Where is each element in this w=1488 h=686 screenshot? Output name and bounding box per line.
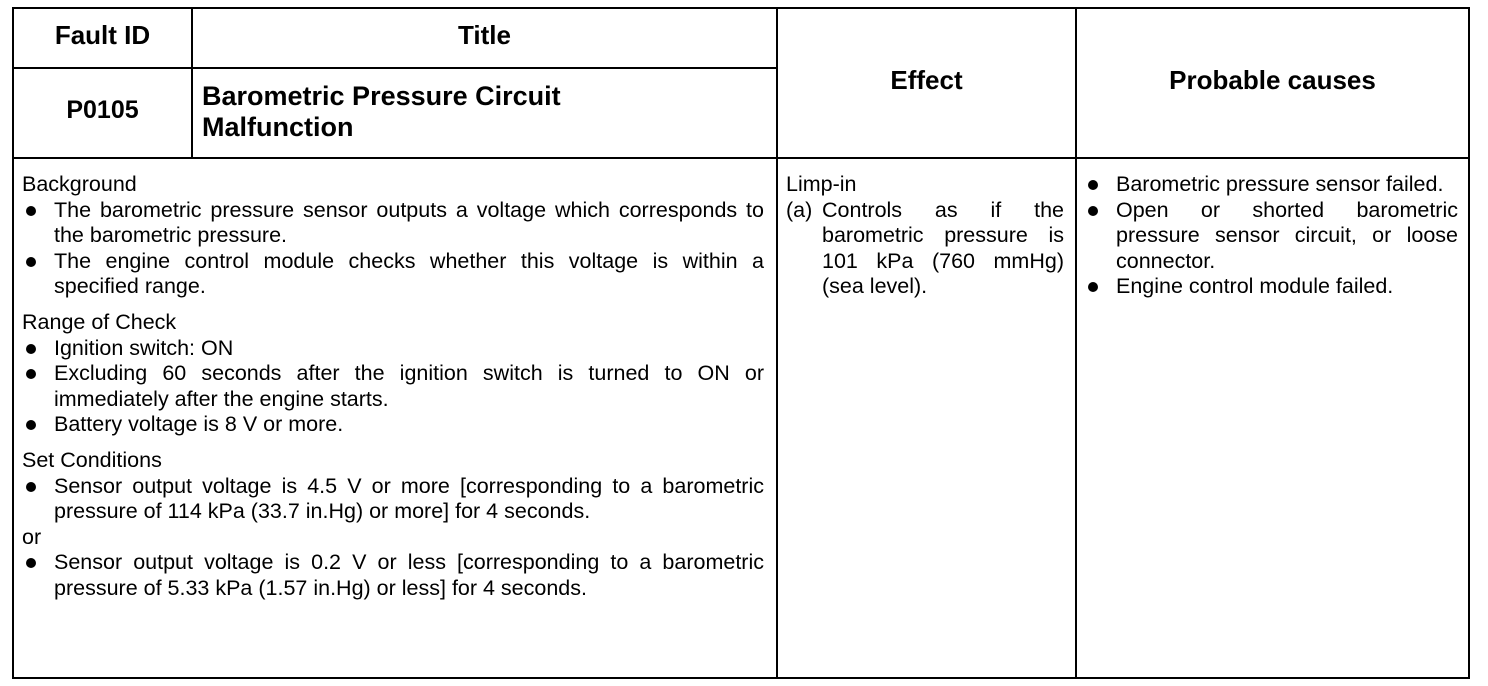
background-item: The barometric pressure sensor outputs a voltage which corresponds to the barometric pressure. [22,198,764,249]
probable-cause-item: Engine control module failed. [1084,274,1458,300]
fault-title-value [202,81,561,143]
divider-header-body [12,157,1470,159]
divider-title-effect [776,7,778,679]
fault-id-value: P0105 [66,96,139,124]
probable-causes-cell [1084,172,1458,300]
header-fault-id: Fault ID [54,20,151,50]
fault-title-line1: Barometric Pressure Circuit [202,81,561,111]
header-probable-causes: Probable causes [1169,65,1376,95]
range-of-check-heading: Range of Check [22,309,177,334]
probable-cause-item: Barometric pressure sensor failed. [1084,172,1458,198]
set-conditions-list-2 [22,550,764,601]
probable-causes-list [1084,172,1458,300]
set-conditions-heading: Set Conditions [22,447,162,472]
effect-heading: Limp-in [786,172,857,196]
effect-item-text: Controls as if the barometric pressure is 101 kPa (760 mmHg) (sea level). [822,197,1064,299]
set-conditions-list [22,474,764,525]
divider-header-id-row [12,67,778,69]
description-cell [22,172,764,602]
range-of-check-item: Excluding 60 seconds after the ignition switch is turned to ON or immediately after the engine starts. [22,361,764,412]
fault-title-line2: Malfunction [202,112,354,142]
header-title: Title [458,20,511,50]
header-effect: Effect [890,65,963,95]
effect-item [786,198,1064,300]
set-conditions-or: or [22,524,42,549]
range-of-check-list [22,336,764,438]
set-conditions-item: Sensor output voltage is 4.5 V or more [corresponding to a barometric pressure of 114 kPa (33.7 in.Hg) or more] for 4 seconds. [22,474,764,525]
effect-item-marker: (a) [786,197,813,222]
range-of-check-item: Battery voltage is 8 V or more. [22,412,764,438]
background-list [22,198,764,300]
effect-cell [786,172,1064,300]
probable-cause-item: Open or shorted barometric pressure sensor circuit, or loose connector. [1084,198,1458,275]
range-of-check-item: Ignition switch: ON [22,336,764,362]
background-heading: Background [22,172,137,196]
background-item: The engine control module checks whether this voltage is within a specified range. [22,249,764,300]
set-conditions-item: Sensor output voltage is 0.2 V or less [corresponding to a barometric pressure of 5.33 kPa (1.57 in.Hg) or less] for 4 seconds. [22,550,764,601]
divider-effect-causes [1075,7,1077,679]
